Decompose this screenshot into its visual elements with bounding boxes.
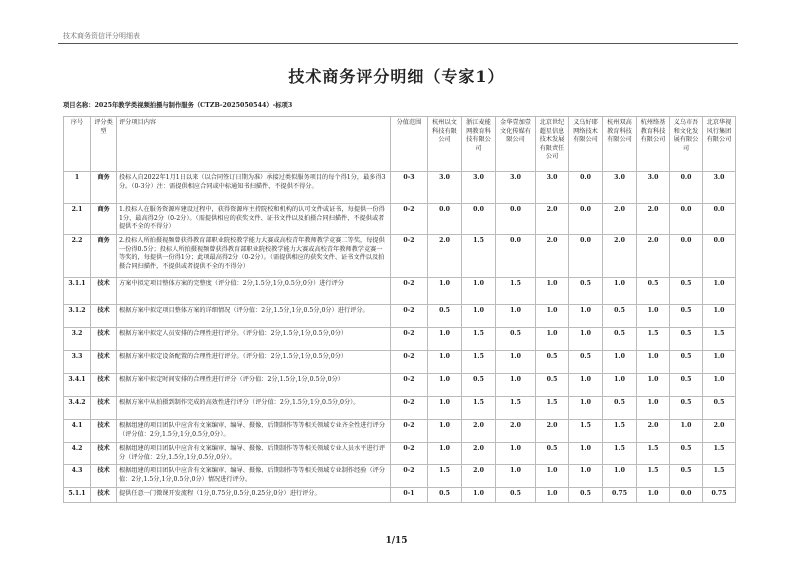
score-cell: 0.5 bbox=[703, 397, 736, 420]
score-cell: 2.0 bbox=[536, 235, 569, 278]
score-cell: 0.5 bbox=[670, 397, 703, 420]
seq-cell: 4.1 bbox=[64, 420, 91, 443]
content-cell: 根据组建的项目团队中应含有文案编审、编导、摄像、后期制作等等相关领域专业制作经验（评分值：2分,1.5分,1分,0.5分,0分）情况进行评分。 bbox=[117, 465, 391, 488]
score-cell: 0.75 bbox=[703, 488, 736, 503]
score-cell: 1.0 bbox=[603, 374, 637, 397]
score-cell: 0.5 bbox=[428, 488, 462, 503]
type-cell: 商务 bbox=[91, 204, 117, 235]
seq-cell: 1 bbox=[64, 172, 91, 204]
score-cell: 0.0 bbox=[569, 172, 603, 204]
score-cell: 1.0 bbox=[428, 397, 462, 420]
score-cell: 1.0 bbox=[703, 351, 736, 374]
score-cell: 0.5 bbox=[536, 374, 569, 397]
table-row bbox=[64, 374, 736, 397]
score-cell: 1.5 bbox=[569, 420, 603, 443]
score-cell: 0.5 bbox=[428, 305, 462, 328]
score-cell: 1.5 bbox=[703, 328, 736, 351]
score-cell: 1.5 bbox=[637, 443, 670, 465]
score-cell: 2.0 bbox=[462, 465, 496, 488]
score-cell: 2.0 bbox=[536, 420, 569, 443]
seq-cell: 3.2 bbox=[64, 328, 91, 351]
seq-cell: 2.1 bbox=[64, 204, 91, 235]
score-cell: 1.0 bbox=[637, 351, 670, 374]
score-cell: 3.0 bbox=[637, 172, 670, 204]
type-cell: 技术 bbox=[91, 278, 117, 305]
type-cell: 技术 bbox=[91, 443, 117, 465]
score-cell: 1.0 bbox=[637, 305, 670, 328]
score-cell: 1.0 bbox=[569, 305, 603, 328]
score-cell: 2.0 bbox=[496, 420, 536, 443]
table-row bbox=[64, 305, 736, 328]
table-row bbox=[64, 443, 736, 465]
score-cell: 0.5 bbox=[670, 374, 703, 397]
score-cell: 0.5 bbox=[496, 328, 536, 351]
score-cell: 1.0 bbox=[536, 278, 569, 305]
seq-cell: 5.1.1 bbox=[64, 488, 91, 503]
score-cell: 2.0 bbox=[462, 443, 496, 465]
score-cell: 1.0 bbox=[536, 328, 569, 351]
score-cell: 0.5 bbox=[637, 278, 670, 305]
score-cell: 1.0 bbox=[428, 328, 462, 351]
table-row bbox=[64, 488, 736, 503]
table-header-row bbox=[64, 117, 736, 172]
table-row bbox=[64, 465, 736, 488]
score-cell: 0.75 bbox=[603, 488, 637, 503]
score-cell: 1.0 bbox=[536, 305, 569, 328]
score-cell: 0.0 bbox=[703, 235, 736, 278]
score-cell: 0.0 bbox=[703, 204, 736, 235]
score-cell: 1.5 bbox=[536, 397, 569, 420]
score-cell: 1.0 bbox=[569, 397, 603, 420]
type-cell: 技术 bbox=[91, 488, 117, 503]
score-cell: 0.5 bbox=[670, 351, 703, 374]
range-cell: 0-2 bbox=[391, 204, 428, 235]
score-cell: 3.0 bbox=[428, 172, 462, 204]
range-cell: 0-2 bbox=[391, 397, 428, 420]
page-number: 1/15 bbox=[385, 536, 408, 546]
range-cell: 0-2 bbox=[391, 420, 428, 443]
range-cell: 0-1 bbox=[391, 488, 428, 503]
content-cell: 根据方案中拟定设备配置的合理性进行评分。（评分值：2分,1.5分,1分,0.5分,0分） bbox=[117, 351, 391, 374]
score-cell: 2.0 bbox=[462, 420, 496, 443]
score-cell: 1.0 bbox=[703, 305, 736, 328]
score-cell: 0.5 bbox=[462, 374, 496, 397]
score-cell: 1.5 bbox=[637, 328, 670, 351]
content-cell: 根据方案中从拍摄到制作完成的高效性进行评分（评分值：2分,1.5分,1分,0.5分,0分）。 bbox=[117, 397, 391, 420]
score-cell: 1.0 bbox=[670, 420, 703, 443]
score-cell: 1.5 bbox=[462, 328, 496, 351]
score-cell: 1.0 bbox=[569, 443, 603, 465]
content-cell: 提供任意一门微课开发流程（1分,0.75分,0.5分,0.25分,0分）进行评分。 bbox=[117, 488, 391, 503]
score-cell: 1.0 bbox=[536, 488, 569, 503]
score-cell: 1.0 bbox=[496, 305, 536, 328]
score-cell: 1.0 bbox=[603, 351, 637, 374]
score-cell: 0.0 bbox=[428, 204, 462, 235]
score-cell: 1.0 bbox=[462, 488, 496, 503]
score-cell: 0.5 bbox=[603, 397, 637, 420]
score-cell: 3.0 bbox=[536, 172, 569, 204]
score-cell: 0.5 bbox=[670, 328, 703, 351]
score-cell: 2.0 bbox=[603, 204, 637, 235]
score-cell: 1.0 bbox=[462, 278, 496, 305]
score-cell: 2.0 bbox=[637, 420, 670, 443]
content-cell: 根据组建的项目团队中应含有文案编审、编导、摄像、后期制作等等相关领域专业人员水平进行评分（评分值：2分,1.5分,1分,0.5分,0分）。 bbox=[117, 443, 391, 465]
score-cell: 1.0 bbox=[637, 374, 670, 397]
score-cell: 1.0 bbox=[428, 374, 462, 397]
score-cell: 1.5 bbox=[603, 443, 637, 465]
seq-cell: 2.2 bbox=[64, 235, 91, 278]
score-cell: 1.0 bbox=[428, 420, 462, 443]
content-cell: 1.投标人在服务资源库建设过程中，获得资源库主持院校和机构的认可文件或证书，每提供一份得1分，最高得2分（0-2分）。（需提供相应的获奖文件、证书文件以及拍摄合同扫描件，不提供或者提供不全的不得分） bbox=[117, 204, 391, 235]
col-company: 义乌市吾和文化发展有限公司 bbox=[670, 117, 703, 172]
table-row bbox=[64, 420, 736, 443]
content-cell: 根据方案中拟定时间安排的合理性进行评分（评分值：2分,1.5分,1分,0.5分,0分） bbox=[117, 374, 391, 397]
score-cell: 2.0 bbox=[428, 235, 462, 278]
col-company: 北京世纪超星信息技术发展有限责任公司 bbox=[536, 117, 569, 172]
score-cell: 0.5 bbox=[670, 443, 703, 465]
table-row bbox=[64, 204, 736, 235]
seq-cell: 3.4.1 bbox=[64, 374, 91, 397]
content-cell: 方案中拟定项目整体方案的完整度（评分值：2分,1.5分,1分,0.5分,0分）进行评分 bbox=[117, 278, 391, 305]
score-cell: 1.0 bbox=[569, 374, 603, 397]
type-cell: 技术 bbox=[91, 397, 117, 420]
type-cell: 商务 bbox=[91, 172, 117, 204]
seq-cell: 3.4.2 bbox=[64, 397, 91, 420]
score-cell: 0.0 bbox=[462, 204, 496, 235]
score-cell: 0.5 bbox=[569, 351, 603, 374]
table-row bbox=[64, 351, 736, 374]
score-cell: 0.0 bbox=[670, 235, 703, 278]
score-cell: 1.0 bbox=[462, 305, 496, 328]
range-cell: 0-2 bbox=[391, 328, 428, 351]
score-cell: 3.0 bbox=[603, 172, 637, 204]
score-cell: 0.5 bbox=[670, 305, 703, 328]
score-cell: 1.5 bbox=[603, 420, 637, 443]
col-company: 义乌好耶网络技术有限公司 bbox=[569, 117, 603, 172]
score-cell: 1.0 bbox=[536, 465, 569, 488]
project-name: 项目名称：2025年教学类视频拍摄与制作服务（CTZB-2025050544）-标项3 bbox=[63, 102, 293, 109]
content-cell: 根据方案中拟定项目整体方案的详细情况（评分值：2分,1.5分,1分,0.5分,0分）进行评分。 bbox=[117, 305, 391, 328]
running-header: 技术商务资信评分明细表 bbox=[63, 32, 140, 40]
header-divider bbox=[58, 43, 738, 44]
col-type: 评分类型 bbox=[91, 117, 117, 172]
score-cell: 2.0 bbox=[637, 235, 670, 278]
col-company: 杭州络基教育科技有限公司 bbox=[637, 117, 670, 172]
score-cell: 0.0 bbox=[670, 204, 703, 235]
score-cell: 1.0 bbox=[496, 443, 536, 465]
type-cell: 商务 bbox=[91, 235, 117, 278]
seq-cell: 4.3 bbox=[64, 465, 91, 488]
score-cell: 1.0 bbox=[703, 374, 736, 397]
score-cell: 3.0 bbox=[462, 172, 496, 204]
score-cell: 1.0 bbox=[428, 443, 462, 465]
score-cell: 1.0 bbox=[428, 278, 462, 305]
score-cell: 1.0 bbox=[569, 465, 603, 488]
col-content: 评分项目内容 bbox=[117, 117, 391, 172]
score-cell: 0.5 bbox=[603, 328, 637, 351]
score-cell: 0.0 bbox=[670, 172, 703, 204]
score-cell: 1.0 bbox=[569, 328, 603, 351]
score-cell: 1.0 bbox=[496, 374, 536, 397]
score-table bbox=[63, 116, 736, 503]
range-cell: 0-2 bbox=[391, 235, 428, 278]
range-cell: 0-2 bbox=[391, 374, 428, 397]
col-company: 北京华视风行集团有限公司 bbox=[703, 117, 736, 172]
col-company: 杭州双高教育科技有限公司 bbox=[603, 117, 637, 172]
col-company: 金华壹加壹文化传媒有限公司 bbox=[496, 117, 536, 172]
score-cell: 1.5 bbox=[703, 443, 736, 465]
score-cell: 0.5 bbox=[670, 465, 703, 488]
score-cell: 1.0 bbox=[637, 488, 670, 503]
type-cell: 技术 bbox=[91, 420, 117, 443]
content-cell: 根据组建的项目团队中应含有文案编审、编导、摄像、后期制作等等相关领域专业齐全性进行评分（评分值：2分,1.5分,1分,0.5分,0分）。 bbox=[117, 420, 391, 443]
score-cell: 1.5 bbox=[496, 397, 536, 420]
page-title: 技术商务评分明细（专家1） bbox=[288, 67, 505, 86]
col-company: 杭州以文科技有限公司 bbox=[428, 117, 462, 172]
score-cell: 0.5 bbox=[536, 443, 569, 465]
score-cell: 3.0 bbox=[496, 172, 536, 204]
seq-cell: 3.1.1 bbox=[64, 278, 91, 305]
type-cell: 技术 bbox=[91, 465, 117, 488]
content-cell: 根据方案中拟定人员安排的合理性进行评分。（评分值：2分,1.5分,1分,0.5分,0分） bbox=[117, 328, 391, 351]
score-cell: 1.0 bbox=[496, 351, 536, 374]
score-cell: 1.0 bbox=[603, 278, 637, 305]
table-row bbox=[64, 278, 736, 305]
score-cell: 1.5 bbox=[462, 397, 496, 420]
score-cell: 1.5 bbox=[637, 465, 670, 488]
score-cell: 0.0 bbox=[569, 204, 603, 235]
table-row bbox=[64, 328, 736, 351]
score-cell: 0.5 bbox=[603, 305, 637, 328]
type-cell: 技术 bbox=[91, 351, 117, 374]
score-cell: 1.5 bbox=[462, 235, 496, 278]
score-cell: 1.0 bbox=[703, 278, 736, 305]
type-cell: 技术 bbox=[91, 328, 117, 351]
seq-cell: 4.2 bbox=[64, 443, 91, 465]
score-cell: 2.0 bbox=[603, 235, 637, 278]
seq-cell: 3.3 bbox=[64, 351, 91, 374]
table-row bbox=[64, 397, 736, 420]
score-cell: 1.5 bbox=[496, 278, 536, 305]
range-cell: 0-2 bbox=[391, 305, 428, 328]
content-cell: 投标人自2022年1月1日以来（以合同签订日期为准）承接过类似服务项目的每个得1分，最多得3分。（0-3分）注：需提供相应合同或中标通知书扫描件，不提供不得分。 bbox=[117, 172, 391, 204]
score-cell: 0.5 bbox=[569, 488, 603, 503]
seq-cell: 3.1.2 bbox=[64, 305, 91, 328]
score-cell: 1.5 bbox=[428, 465, 462, 488]
score-cell: 1.0 bbox=[603, 465, 637, 488]
table-row bbox=[64, 235, 736, 278]
range-cell: 0-2 bbox=[391, 351, 428, 374]
score-cell: 0.5 bbox=[670, 278, 703, 305]
score-cell: 1.5 bbox=[462, 351, 496, 374]
score-cell: 0.0 bbox=[496, 235, 536, 278]
type-cell: 技术 bbox=[91, 305, 117, 328]
type-cell: 技术 bbox=[91, 374, 117, 397]
col-range: 分值范围 bbox=[391, 117, 428, 172]
table-row bbox=[64, 172, 736, 204]
score-cell: 1.0 bbox=[496, 465, 536, 488]
col-seq: 序号 bbox=[64, 117, 91, 172]
score-cell: 0.0 bbox=[569, 235, 603, 278]
score-cell: 0.5 bbox=[536, 351, 569, 374]
content-cell: 2.投标人所拍摄视频曾获得教育部职业院校教学能力大赛或高校青年教师教学竞赛二等奖，每提供一份得0.5分；投标人所拍摄视频曾获得教育部职业院校教学能力大赛或高校青年教师教学竞赛一等奖的，每提供一份得1分；此项最高得2分（0-2分）。（需提供相应的获奖文件、证书文件以及拍摄合同扫描件，不提供或者提供不全的不得分） bbox=[117, 235, 391, 278]
range-cell: 0-3 bbox=[391, 172, 428, 204]
score-cell: 0.0 bbox=[496, 204, 536, 235]
range-cell: 0-2 bbox=[391, 465, 428, 488]
col-company: 浙江麦能网教育科技有限公司 bbox=[462, 117, 496, 172]
score-cell: 2.0 bbox=[703, 420, 736, 443]
score-cell: 1.0 bbox=[637, 397, 670, 420]
score-cell: 0.5 bbox=[569, 278, 603, 305]
score-cell: 3.0 bbox=[703, 172, 736, 204]
score-cell: 2.0 bbox=[637, 204, 670, 235]
score-cell: 1.5 bbox=[703, 465, 736, 488]
range-cell: 0-2 bbox=[391, 443, 428, 465]
score-cell: 2.0 bbox=[536, 204, 569, 235]
score-cell: 0.5 bbox=[496, 488, 536, 503]
range-cell: 0-2 bbox=[391, 278, 428, 305]
score-cell: 1.0 bbox=[428, 351, 462, 374]
score-cell: 0.0 bbox=[670, 488, 703, 503]
